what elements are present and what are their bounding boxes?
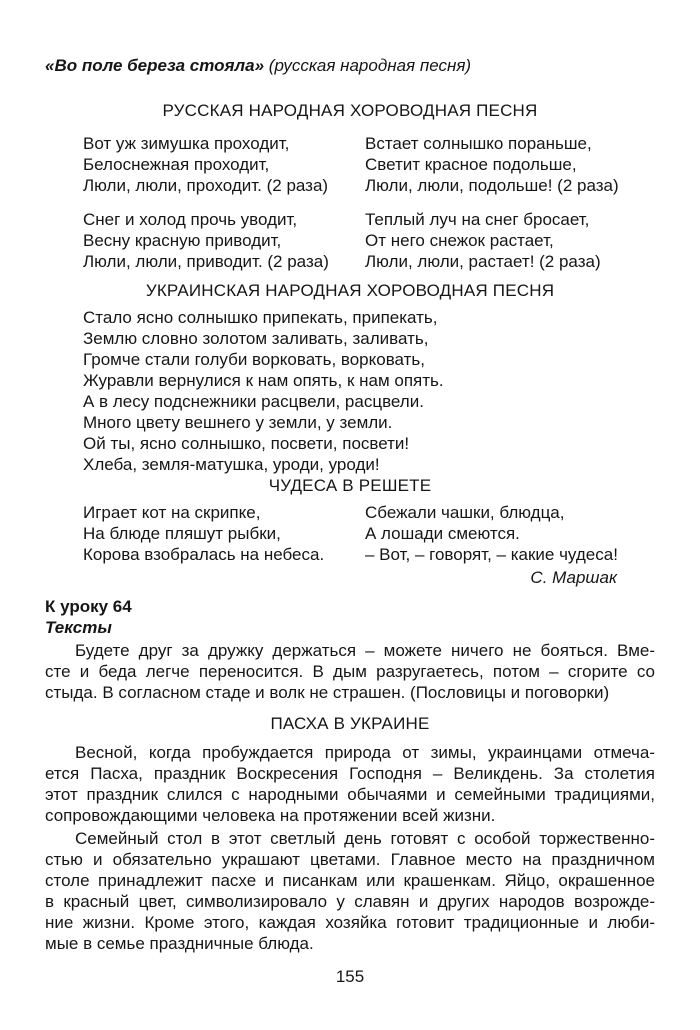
text-line: Будете друг за дружку держаться – можете ничего не бояться. Вме- <box>75 641 655 660</box>
text-line: Люли, люли, подольше! (2 раза) <box>365 176 619 195</box>
easter-paragraph-1 <box>45 742 655 826</box>
text-line: Теплый луч на снег бросает, <box>365 210 590 229</box>
text-line: этот праздник слился с народными обычаями и семейными традициями, <box>45 785 655 804</box>
text-line: Люли, люли, приводит. (2 раза) <box>83 252 329 271</box>
text-line: сопровождающими человека на протяжении всей жизни. <box>45 806 496 825</box>
text-line: Журавли вернулися к нам опять, к нам опять. <box>83 371 444 390</box>
song-title: «Во поле береза стояла» <box>45 56 265 75</box>
text-line: столе принадлежит пасхе и писанкам или крашенкам. Яйцо, окрашенное <box>45 871 655 890</box>
text-line: Сбежали чашки, блюдца, <box>365 503 565 522</box>
text-line: Светит красное подольше, <box>365 155 577 174</box>
stanza <box>365 502 655 565</box>
text-line: Люли, люли, проходит. (2 раза) <box>83 176 329 195</box>
text-line: Громче стали голуби ворковать, ворковать, <box>83 350 426 369</box>
text-line: А в лесу подснежники расцвели, расцвели. <box>83 392 424 411</box>
text-line: Ой ты, ясно солнышко, посвети, посвети! <box>83 434 410 453</box>
text-line: Весну красную приводит, <box>83 231 282 250</box>
text-line: От него снежок растает, <box>365 231 554 250</box>
text-line: Семейный стол в этот светлый день готовят с особой торжественно- <box>75 829 655 848</box>
text-line: Вот уж зимушка проходит, <box>83 134 290 153</box>
text-line: А лошади смеются. <box>365 524 520 543</box>
stanza <box>83 209 365 272</box>
page-number: 155 <box>335 967 365 986</box>
text-line: Хлеба, земля-матушка, уроди, уроди! <box>83 455 380 474</box>
text-line: Весной, когда пробуждается природа от зимы, украинцами отмеча- <box>75 743 655 762</box>
text-line: Землю словно золотом заливать, заливать, <box>83 329 429 348</box>
text-line: Белоснежная проходит, <box>83 155 270 174</box>
miracles-verses <box>45 502 655 565</box>
text-line: На блюде пляшут рыбки, <box>83 524 281 543</box>
stanza <box>365 209 655 272</box>
russian-song-verses <box>45 133 655 272</box>
text-line: в красный цвет, символизировало у славян и других народов возрожде- <box>45 892 655 911</box>
text-line: ние жизни. Кроме этого, каждая хозяйка готовит традиционные и люби- <box>45 913 655 932</box>
russian-song-right-column <box>365 133 655 272</box>
miracles-right-column <box>365 502 655 565</box>
text-line: ется Пасха, праздник Воскресения Господня – Великдень. За столетия <box>45 764 655 783</box>
miracles-left-column <box>83 502 365 565</box>
easter-paragraph-2 <box>45 828 655 954</box>
heading-easter: ПАСХА В УКРАИНЕ <box>270 714 430 733</box>
text-line: Снег и холод прочь уводит, <box>83 210 298 229</box>
text-line: Люли, люли, растает! (2 раза) <box>365 252 601 271</box>
text-line: – Вот, – говорят, – какие чудеса! <box>365 545 618 564</box>
text-line: Корова взобралась на небеса. <box>83 545 325 564</box>
stanza <box>83 133 365 196</box>
song-reference-line <box>45 55 655 76</box>
text-line: Играет кот на скрипке, <box>83 503 261 522</box>
lesson-subtitle: Тексты <box>45 618 112 637</box>
proverbs-paragraph <box>45 640 655 703</box>
text-line: стыда. В согласном стаде и волк не страшен. (Пословицы и поговорки) <box>45 683 610 702</box>
heading-ukrainian-song: УКРАИНСКАЯ НАРОДНАЯ ХОРОВОДНАЯ ПЕСНЯ <box>145 281 555 300</box>
stanza <box>365 133 655 196</box>
text-line: мые в семье праздничные блюда. <box>45 934 314 953</box>
text-line: стью и обязательно украшают цветами. Главное место на праздничном <box>45 850 655 869</box>
lesson-title: К уроку 64 <box>45 597 132 616</box>
author-attribution: С. Маршак <box>530 568 617 587</box>
russian-song-left-column <box>83 133 365 272</box>
stanza <box>83 502 365 565</box>
text-line: Много цвету вешнего у земли, у земли. <box>83 413 393 432</box>
text-line: Встает солнышко пораньше, <box>365 134 592 153</box>
heading-russian-song: РУССКАЯ НАРОДНАЯ ХОРОВОДНАЯ ПЕСНЯ <box>162 101 538 120</box>
heading-miracles: ЧУДЕСА В РЕШЕТЕ <box>268 476 432 495</box>
text-line: Стало ясно солнышко припекать, припекать, <box>83 308 438 327</box>
song-note: (русская народная песня) <box>268 56 472 75</box>
text-line: сте и беда легче переносится. В дым разругаетесь, потом – сгорите со <box>45 662 655 681</box>
ukrainian-song-verses <box>45 307 655 475</box>
